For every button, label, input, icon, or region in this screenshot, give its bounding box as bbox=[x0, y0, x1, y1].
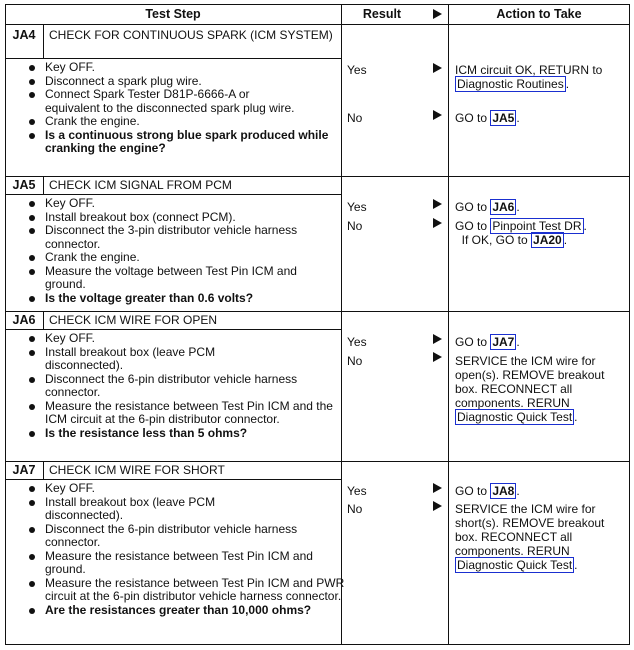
arrow-icon bbox=[433, 334, 442, 344]
step-code: JA4 bbox=[12, 28, 36, 42]
step-title: CHECK ICM WIRE FOR SHORT bbox=[49, 463, 225, 477]
link-diagnostic-quick-test[interactable]: Diagnostic Quick Test bbox=[457, 410, 573, 424]
action-text: GO to JA7 . bbox=[455, 335, 520, 349]
step-title: CHECK ICM WIRE FOR OPEN bbox=[49, 313, 218, 327]
action-text: ICM circuit OK, RETURN to Diagnostic Routines . bbox=[455, 63, 603, 91]
bullet-icon bbox=[29, 296, 35, 302]
list-item: Key OFF. bbox=[27, 332, 345, 346]
arrow-icon bbox=[433, 110, 442, 120]
row-divider bbox=[5, 176, 630, 177]
result-no: No bbox=[347, 354, 363, 368]
step-title: CHECK ICM SIGNAL FROM PCM bbox=[49, 178, 232, 192]
list-item: Measure the resistance between Test Pin ICM and ground. bbox=[27, 550, 345, 577]
list-item: Measure the voltage between Test Pin ICM and ground. bbox=[27, 265, 320, 292]
action-text: GO to JA5 . bbox=[455, 111, 520, 125]
link-ja7[interactable]: JA7 bbox=[492, 335, 515, 349]
title-divider bbox=[5, 194, 341, 195]
bullet-icon bbox=[29, 336, 35, 342]
result-no: No bbox=[347, 111, 363, 125]
step-list bbox=[27, 482, 345, 617]
list-item: Key OFF. bbox=[27, 482, 345, 496]
list-item: Install breakout box (leave PCM disconnected). bbox=[27, 496, 270, 523]
title-divider bbox=[5, 329, 341, 330]
action-text: GO to JA8 . bbox=[455, 484, 520, 498]
step-list bbox=[27, 61, 345, 156]
header-result: Result bbox=[362, 7, 402, 21]
list-item: Connect Spark Tester D81P-6666-A or equivalent to the disconnected spark plug wire. bbox=[27, 88, 305, 115]
link-ja8[interactable]: JA8 bbox=[492, 484, 515, 498]
bullet-icon bbox=[29, 500, 35, 506]
link-ja6[interactable]: JA6 bbox=[492, 200, 515, 214]
arrow-icon bbox=[433, 352, 442, 362]
step-title: CHECK FOR CONTINUOUS SPARK (ICM SYSTEM) bbox=[49, 28, 333, 42]
list-item: Install breakout box (leave PCM disconnected). bbox=[27, 346, 270, 373]
link-ja5[interactable]: JA5 bbox=[492, 111, 515, 125]
table-border-right bbox=[629, 4, 630, 645]
action-text: SERVICE the ICM wire for open(s). REMOVE breakout box. RECONNECT all components. RERUN Diagnostic Quick Test . bbox=[455, 354, 605, 424]
header-test-step: Test Step bbox=[145, 7, 201, 21]
list-item: Key OFF. bbox=[27, 61, 345, 75]
action-text: GO to Pinpoint Test DR . If OK, GO to JA20 . bbox=[455, 219, 587, 247]
bullet-icon bbox=[29, 255, 35, 261]
bullet-icon bbox=[29, 201, 35, 207]
bullet-icon bbox=[29, 350, 35, 356]
row-divider bbox=[5, 461, 630, 462]
bullet-icon bbox=[29, 527, 35, 533]
list-item: Disconnect the 3-pin distributor vehicle harness connector. bbox=[27, 224, 315, 251]
bullet-icon bbox=[29, 608, 35, 614]
bullet-icon bbox=[29, 431, 35, 437]
list-item: Install breakout box (connect PCM). bbox=[27, 211, 345, 225]
bullet-icon bbox=[29, 486, 35, 492]
title-divider bbox=[5, 58, 341, 59]
bullet-icon bbox=[29, 119, 35, 125]
step-list bbox=[27, 197, 345, 305]
arrow-icon bbox=[433, 63, 442, 73]
column-divider-action bbox=[448, 4, 449, 645]
list-item: Crank the engine. bbox=[27, 251, 345, 265]
result-no: No bbox=[347, 219, 363, 233]
list-item: Measure the resistance between Test Pin ICM and PWR circuit at the 6-pin distributor vehicle harness connector. bbox=[27, 577, 345, 604]
step-code: JA6 bbox=[12, 313, 36, 327]
step-code: JA7 bbox=[12, 463, 36, 477]
bullet-icon bbox=[29, 554, 35, 560]
list-item-question: Is the resistance less than 5 ohms? bbox=[27, 427, 345, 441]
step-code: JA5 bbox=[12, 178, 36, 192]
list-item: Measure the resistance between Test Pin ICM and the ICM circuit at the 6-pin distributor connector. bbox=[27, 400, 345, 427]
diagnostic-table bbox=[5, 4, 630, 645]
list-item: Crank the engine. bbox=[27, 115, 345, 129]
list-item: Disconnect the 6-pin distributor vehicle harness connector. bbox=[27, 373, 315, 400]
arrow-icon bbox=[433, 199, 442, 209]
code-divider bbox=[43, 311, 44, 329]
bullet-icon bbox=[29, 65, 35, 71]
row-divider bbox=[5, 311, 630, 312]
result-yes: Yes bbox=[347, 484, 367, 498]
bullet-icon bbox=[29, 269, 35, 275]
code-divider bbox=[43, 176, 44, 194]
arrow-icon bbox=[433, 218, 442, 228]
result-yes: Yes bbox=[347, 63, 367, 77]
list-item: Disconnect a spark plug wire. bbox=[27, 75, 345, 89]
bullet-icon bbox=[29, 215, 35, 221]
action-text: GO to JA6 . bbox=[455, 200, 520, 214]
step-list bbox=[27, 332, 345, 440]
code-divider bbox=[43, 24, 44, 58]
bullet-icon bbox=[29, 92, 35, 98]
bullet-icon bbox=[29, 228, 35, 234]
header-action: Action to Take bbox=[496, 7, 582, 21]
link-diagnostic-quick-test[interactable]: Diagnostic Quick Test bbox=[457, 558, 573, 572]
header-arrow-icon bbox=[433, 9, 442, 19]
bullet-icon bbox=[29, 404, 35, 410]
action-text: SERVICE the ICM wire for short(s). REMOVE breakout box. RECONNECT all components. RERUN Diagnostic Quick Test . bbox=[455, 502, 605, 572]
bullet-icon bbox=[29, 133, 35, 139]
arrow-icon bbox=[433, 483, 442, 493]
result-no: No bbox=[347, 502, 363, 516]
bullet-icon bbox=[29, 377, 35, 383]
link-pinpoint-test-dr[interactable]: Pinpoint Test DR bbox=[492, 219, 582, 233]
list-item-question: Is a continuous strong blue spark produced while cranking the engine? bbox=[27, 129, 335, 156]
result-yes: Yes bbox=[347, 335, 367, 349]
arrow-icon bbox=[433, 501, 442, 511]
list-item-question: Is the voltage greater than 0.6 volts? bbox=[27, 292, 345, 306]
table-border-bottom bbox=[5, 644, 630, 645]
list-item: Disconnect the 6-pin distributor vehicle harness connector. bbox=[27, 523, 315, 550]
list-item-question: Are the resistances greater than 10,000 ohms? bbox=[27, 604, 330, 618]
code-divider bbox=[43, 461, 44, 479]
list-item: Key OFF. bbox=[27, 197, 345, 211]
link-ja20[interactable]: JA20 bbox=[533, 233, 562, 247]
link-diagnostic-routines[interactable]: Diagnostic Routines bbox=[457, 77, 564, 91]
bullet-icon bbox=[29, 581, 35, 587]
bullet-icon bbox=[29, 79, 35, 85]
result-yes: Yes bbox=[347, 200, 367, 214]
title-divider bbox=[5, 479, 341, 480]
header-divider bbox=[5, 24, 630, 25]
